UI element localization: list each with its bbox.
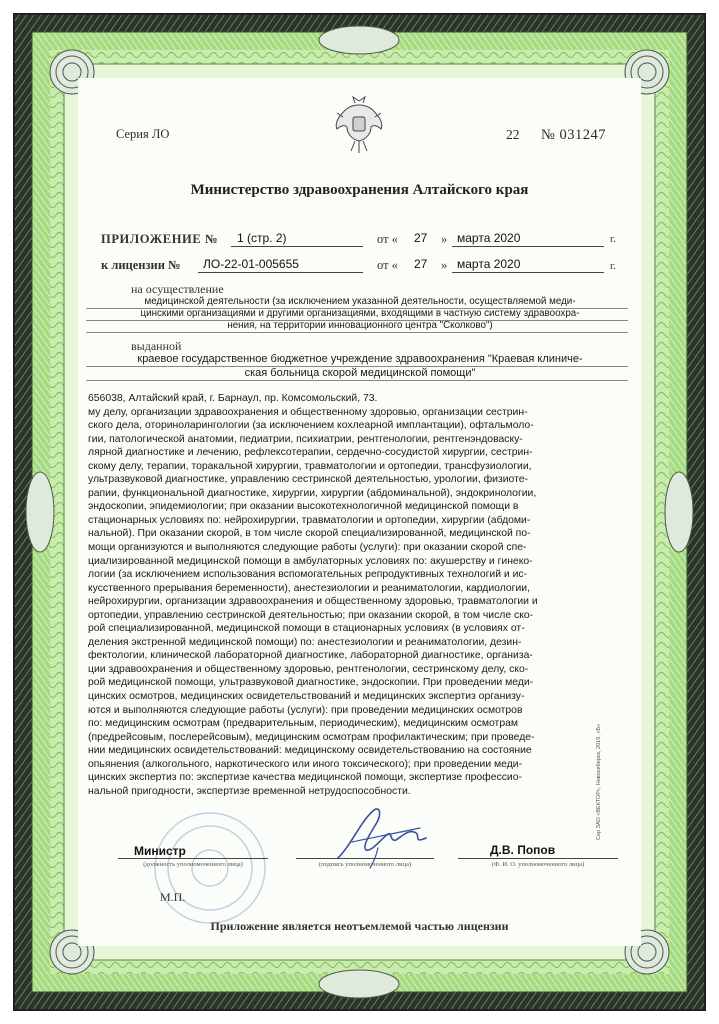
license-value: ЛО-22-01-005655 xyxy=(203,257,299,271)
body-line: цинских экспертиз по: экспертизе качества медицинской помощи, экспертизе профессио- xyxy=(88,772,522,784)
license-body xyxy=(88,392,633,798)
license-number: № 031247 xyxy=(541,127,606,143)
signature-caption: (подпись уполномоченного лица) xyxy=(318,861,412,868)
number-prefix: 22 xyxy=(506,127,520,142)
body-line: кусственного прерывания беременности), анестезиологии и реаниматологии, кардиологии, xyxy=(88,582,530,594)
license-day: 27 xyxy=(414,257,428,271)
license-label: к лицензии № xyxy=(101,258,181,272)
activity-label: на осуществление xyxy=(131,282,224,296)
signer-name: Д.В. Попов xyxy=(490,843,556,857)
body-line: ультразвуковой диагностике, управлению сестринской деятельностью, урологии, физиоте- xyxy=(88,474,528,486)
body-line: рой медицинской помощи, ультразвуковой диагностике, эндоскопии. При проведении меди- xyxy=(88,677,534,689)
issued-label: выданной xyxy=(131,339,182,353)
body-line: по: медицинским осмотрам (предварительным, периодическим), медицинским осмотрам xyxy=(88,718,519,730)
body-line: (предрейсовым, послерейсовым), медицинским осмотрам профилактическим; при проведе- xyxy=(88,731,535,743)
appendix-quote-close: » xyxy=(441,232,448,246)
body-line: рой специализированной, медицинской помощи в стационарных условиях (в условиях от- xyxy=(88,623,525,635)
appendix-value: 1 (стр. 2) xyxy=(237,231,287,245)
body-line: фектологии, клинической лабораторной диагностике, лабораторной диагностике, организа- xyxy=(88,650,533,662)
activity-line: медицинской деятельности (за исключением указанной деятельности, осуществляемой меди- xyxy=(144,296,576,307)
body-line: ского дела, оториноларингологии (за исключением кохлеарной имплантации), офтальмоло- xyxy=(88,420,534,432)
activity-line: нения, на территории инновационного центра "Сколково") xyxy=(227,320,493,331)
appendix-year-suffix: г. xyxy=(610,233,617,245)
appendix-day: 27 xyxy=(414,231,428,245)
body-line: нии медицинских освидетельствований: медицинскому освидетельствованию на состояние xyxy=(88,745,532,757)
series-label: Серия ЛО xyxy=(116,127,170,141)
body-line: ции здравоохранения и общественному здоровью, рентгенологии, сестринскому делу, ско- xyxy=(88,663,529,675)
body-line: рапии, функциональной диагностике, хирургии, хирургии (абдоминальной), эндокринологии, xyxy=(88,487,537,499)
appendix-month: марта 2020 xyxy=(457,231,521,245)
license-month: марта 2020 xyxy=(457,257,521,271)
body-line: нейрохирургии, организации здравоохранения и общественному здоровью, травматологии и xyxy=(88,596,538,608)
issued-line: краевое государственное бюджетное учреждение здравоохранения "Краевая клиниче- xyxy=(137,353,583,365)
activity-line: цинскими организациями и другими организациями, входящими в частную систему здравоохра- xyxy=(140,308,580,319)
activity-text xyxy=(90,296,630,332)
body-line: му делу, организации здравоохранения и общественному здоровью, организации сестрин- xyxy=(88,406,528,418)
body-line: 656038, Алтайский край, г. Барнаул, пр. Комсомольский, 73. xyxy=(88,393,378,404)
body-line: ортопедии, управлению сестринской деятельностью; при оказании скорой, в том числе ско- xyxy=(88,609,534,621)
body-line: ются и выполняются следующие работы (услуги): при проведении медицинских осмотров xyxy=(88,704,523,716)
position-caption: (должность уполномоченного лица) xyxy=(143,861,243,868)
body-line: лярной диагностике и лечению, рефлексотерапии, сердечно-сосудистой хирургии, сестрин- xyxy=(88,447,533,459)
appendix-label: ПРИЛОЖЕНИЕ № xyxy=(101,232,219,246)
body-line: опьянения (алкогольного, наркотического или иного токсического); при проведении меди- xyxy=(88,758,523,770)
issued-line: ская больница скорой медицинской помощи" xyxy=(244,367,476,379)
footer-note: Приложение является неотъемлемой частью лицензии xyxy=(210,919,509,933)
stamp-place-label: М.П. xyxy=(160,890,186,904)
body-line: скому делу, терапии, торакальной хирургии, травматологии и ортопедии, трансфузиологии, xyxy=(88,460,532,472)
body-line: деления экстренной медицинской помощи) по: анестезиологии и реаниматологии, дезин- xyxy=(88,636,522,648)
side-imprint: Сер ЗАО «ВЕКТОР», Новосибирск, 2019, «Б» xyxy=(596,723,602,840)
license-year-suffix: г. xyxy=(610,260,617,272)
body-line: нальной пригодности, экспертизе временной нетрудоспособности. xyxy=(88,785,411,797)
appendix-from: от « xyxy=(377,232,398,246)
body-line: нальной). При оказании скорой, в том числе скорой специализированной, медицинской по- xyxy=(88,528,531,540)
ministry-title: Министерство здравоохранения Алтайского края xyxy=(190,182,529,198)
body-line: гии, патологической анатомии, педиатрии, психиатрии, рентгенологии, рентгенэндоваску- xyxy=(88,433,523,445)
body-line: мощи организуются и выполняются следующие работы (услуги): при оказании скорой спе- xyxy=(88,542,527,554)
official-stamp-icon xyxy=(150,808,270,928)
body-line: циализированной медицинской помощи в амбулаторных условиях по: акушерству и гинеко- xyxy=(88,555,533,567)
license-quote-close: » xyxy=(441,258,448,272)
body-line: цинских осмотров, медицинских освидетельствований и медицинских экспертиз организу- xyxy=(88,691,525,703)
coat-of-arms-icon xyxy=(333,95,385,157)
name-caption: (Ф. И. О. уполномоченного лица) xyxy=(491,861,585,868)
body-line: логии (за исключением использования вспомогательных репродуктивных технологий и ис- xyxy=(88,569,528,581)
body-line: эндоскопии, эпидемиологии; при оказании высокотехнологичной медицинской помощи в xyxy=(88,501,519,513)
license-from: от « xyxy=(377,258,398,272)
body-line: стационарных условиях по: нейрохирургии, травматологии и ортопедии, хирургии (абдоми- xyxy=(88,514,531,526)
signer-position: Министр xyxy=(134,844,186,858)
